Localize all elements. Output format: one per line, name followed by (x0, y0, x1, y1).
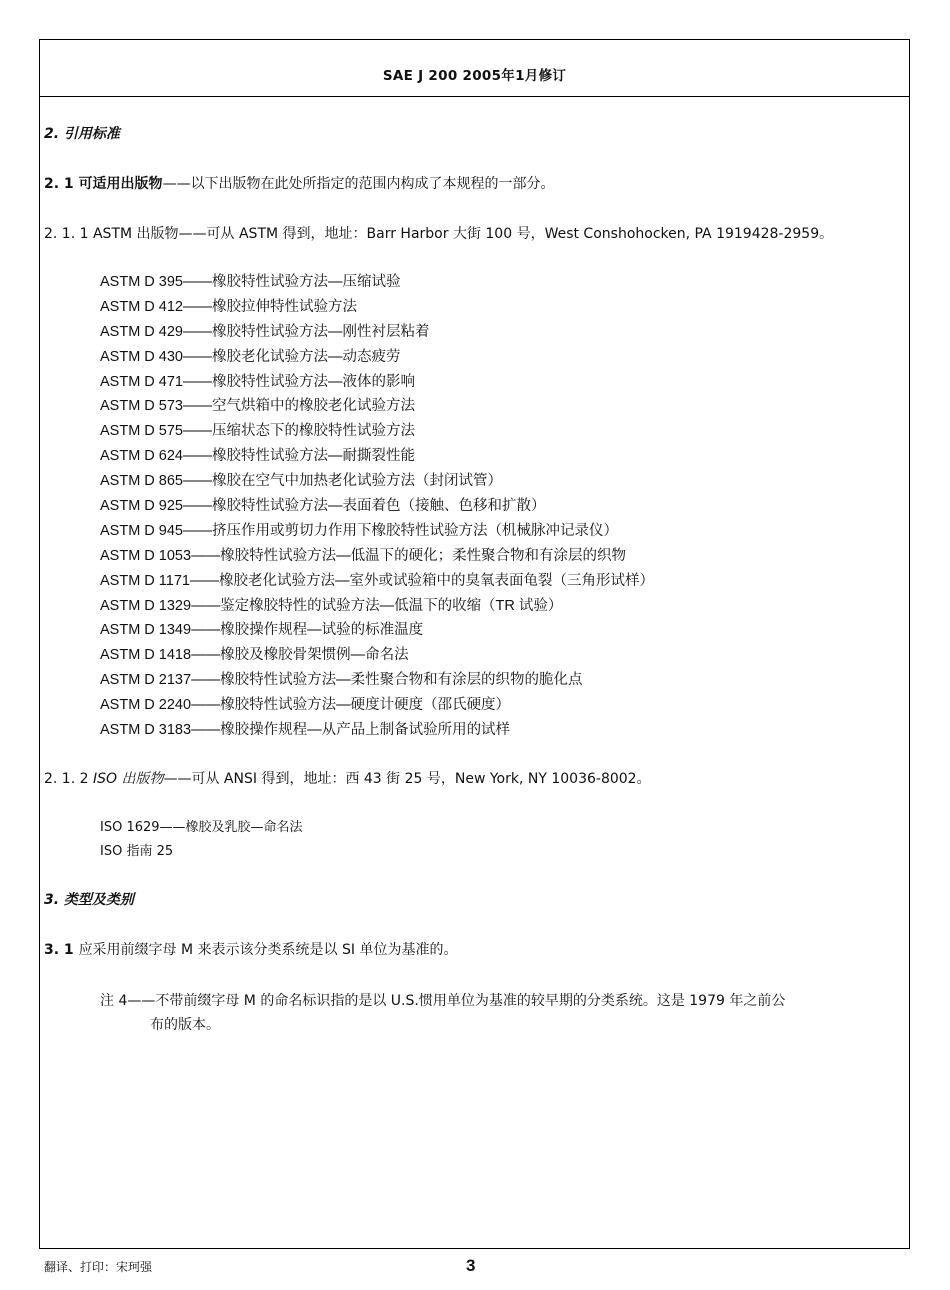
list-item: ASTM D 395——橡胶特性试验方法—压缩试验 (100, 274, 401, 290)
list-item: ASTM D 945——挤压作用或剪切力作用下橡胶特性试验方法（机械脉冲记录仪） (100, 522, 618, 539)
section-2-1-2-title: ISO 出版物 (92, 770, 164, 787)
list-item: ISO 1629——橡胶及乳胶—命名法 (100, 819, 303, 835)
section-2-1-1 (44, 224, 903, 244)
footer-credit: 翻译、打印：宋珂强 (44, 1260, 153, 1274)
list-item: ISO 指南 25 (100, 843, 174, 859)
section-2-1-2-number: 2. 1. 2 (44, 770, 93, 787)
note-4 (44, 989, 903, 1037)
document-body (44, 124, 903, 1037)
list-item: ASTM D 412——橡胶拉伸特性试验方法 (100, 298, 357, 315)
section-2-1-2 (44, 769, 903, 789)
note-4-line2: 布的版本。 (150, 1016, 220, 1033)
list-item: ASTM D 925——橡胶特性试验方法—表面着色（接触、色移和扩散） (100, 498, 546, 515)
list-item: ASTM D 865——橡胶在空气中加热老化试验方法（封闭试管） (100, 473, 502, 490)
list-item: ASTM D 2240——橡胶特性试验方法—硬度计硬度（邵氏硬度） (100, 697, 511, 714)
section-2-1 (44, 174, 903, 194)
section-2-1-title: 可适用出版物 (78, 176, 163, 192)
list-item: ASTM D 2137——橡胶特性试验方法—柔性聚合物和有涂层的织物的脆化点 (100, 672, 583, 689)
section-2-heading: 2. 引用标准 (44, 126, 120, 142)
section-3-1-text: 应采用前缀字母 M 来表示该分类系统是以 SI 单位为基准的。 (78, 941, 458, 958)
section-3-1-number: 3. 1 (44, 941, 79, 958)
page-frame (39, 39, 910, 1249)
header-divider (40, 96, 909, 97)
list-item: ASTM D 1053——橡胶特性试验方法—低温下的硬化；柔性聚合物和有涂层的织物 (100, 547, 627, 564)
astm-reference-list (44, 270, 903, 743)
section-2-1-1-number: 2. 1. 1 (44, 226, 93, 242)
note-4-line1: 注 4——不带前缀字母 M 的命名标识指的是以 U.S.惯用单位为基准的较早期的分类系统。这是 1979 年之前公 (100, 992, 786, 1009)
list-item: ASTM D 1329——鉴定橡胶特性的试验方法—低温下的收缩（TR 试验） (100, 597, 563, 614)
list-item: ASTM D 575——压缩状态下的橡胶特性试验方法 (100, 423, 415, 440)
section-2-1-number: 2. 1 (44, 176, 79, 192)
section-3-heading: 3. 类型及类别 (44, 891, 134, 908)
list-item: ASTM D 471——橡胶特性试验方法—液体的影响 (100, 373, 415, 390)
iso-reference-list (44, 816, 903, 864)
list-item: ASTM D 573——空气烘箱中的橡胶老化试验方法 (100, 398, 415, 415)
section-2-1-2-text: ——可从 ANSI 得到，地址：西 43 街 25 号，New York, NY 10036-8002。 (163, 770, 651, 787)
list-item: ASTM D 3183——橡胶操作规程—从产品上制备试验所用的试样 (100, 722, 511, 739)
section-2-1-1-text: ASTM 出版物——可从 ASTM 得到，地址：Barr Harbor 大街 100 号，West Conshohocken, PA 1919428-2959。 (92, 226, 834, 242)
list-item: ASTM D 1349——橡胶操作规程—试验的标准温度 (100, 622, 424, 639)
section-2-1-text: ——以下出版物在此处所指定的范围内构成了本规程的一部分。 (162, 176, 555, 192)
list-item: ASTM D 429——橡胶特性试验方法—刚性衬层粘着 (100, 323, 430, 340)
list-item: ASTM D 430——橡胶老化试验方法—动态疲劳 (100, 348, 401, 365)
list-item: ASTM D 624——橡胶特性试验方法—耐撕裂性能 (100, 448, 415, 465)
section-3-1 (44, 940, 903, 960)
list-item: ASTM D 1171——橡胶老化试验方法—室外或试验箱中的臭氧表面龟裂（三角形试样） (100, 572, 654, 589)
page-number: 3 (466, 1256, 476, 1275)
list-item: ASTM D 1418——橡胶及橡胶骨架惯例—命名法 (100, 647, 409, 664)
page-header: SAE J 200 2005年1月修订 (382, 68, 567, 84)
